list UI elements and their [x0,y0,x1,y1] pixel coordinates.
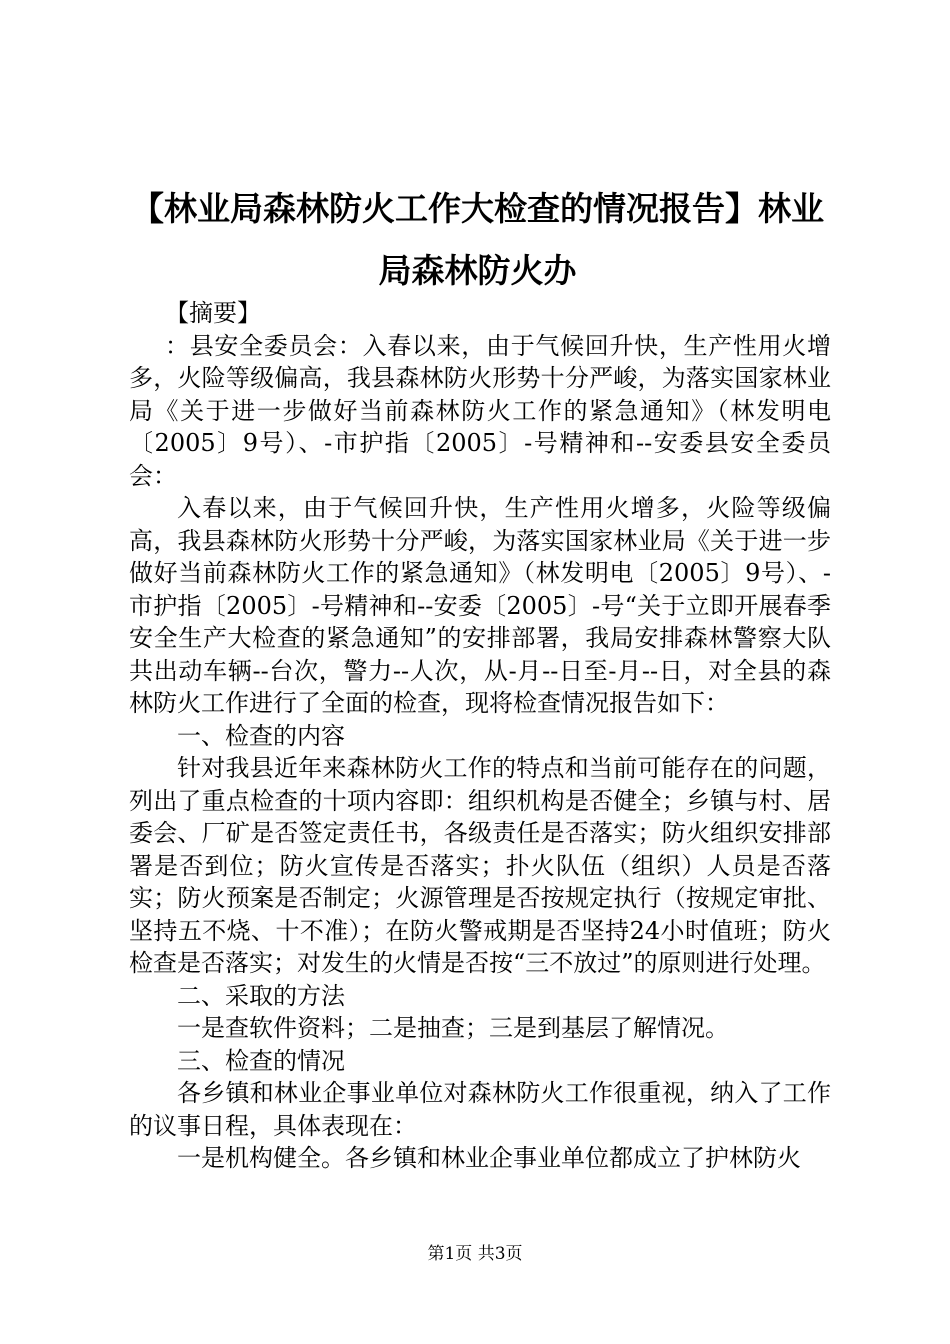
section-heading-inspection-content: 一、检查的内容 [177,721,345,750]
inspection-content-paragraph: 针对我县近年来森林防火工作的特点和当前可能存在的问题，列出了重点检查的十项内容即：组织机构是否健全；乡镇与村、居委会、厂矿是否签定责任书，各级责任是否落实；防火组织安排部署是否到位；防火宣传是否落实；扑火队伍（组织）人员是否落实；防火预案是否制定；火源管理是否按规定执行（按规定审批、坚持五不烧、十不准）；在防火警戒期是否坚持24小时值班；防火检查是否落实；对发生的火情是否按“三不放过”的原则进行处理。 [129,754,831,977]
inspection-status-paragraph: 各乡镇和林业企事业单位对森林防火工作很重视，纳入了工作的议事日程，具体表现在： [129,1079,831,1140]
abstract-paragraph: ：县安全委员会：入春以来，由于气候回升快，生产性用火增多，火险等级偏高，我县森林防火形势十分严峻，为落实国家林业局《关于进一步做好当前森林防火工作的紧急通知》（林发明电〔2005〕9号）、-市护指〔2005〕-号精神和--安委县安全委员会： [129,331,831,490]
section-heading-methods: 二、采取的方法 [177,981,345,1010]
intro-paragraph: 入春以来，由于气候回升快，生产性用火增多，火险等级偏高，我县森林防火形势十分严峻，为落实国家林业局《关于进一步做好当前森林防火工作的紧急通知》（林发明电〔2005〕9号）、-市护指〔2005〕-号精神和--安委〔2005〕-号“关于立即开展春季安全生产大检查的紧急通知”的安排部署，我局安排森林警察大队共出动车辆--台次，警力--人次，从-月--日至-月--日，对全县的森林防火工作进行了全面的检查，现将检查情况报告如下： [129,494,831,717]
document-body [129,297,831,1175]
methods-paragraph: 一是查软件资料；二是抽查；三是到基层了解情况。 [177,1014,729,1042]
organization-paragraph: 一是机构健全。各乡镇和林业企事业单位都成立了护林防火 [177,1144,801,1172]
section-heading-inspection-status: 三、检查的情况 [177,1046,345,1075]
page-footer: 第1页 共3页 [427,1244,523,1264]
document-title: 【林业局森林防火工作大检查的情况报告】林业局森林防火办 [131,189,824,290]
abstract-label: 【摘要】 [165,299,261,327]
